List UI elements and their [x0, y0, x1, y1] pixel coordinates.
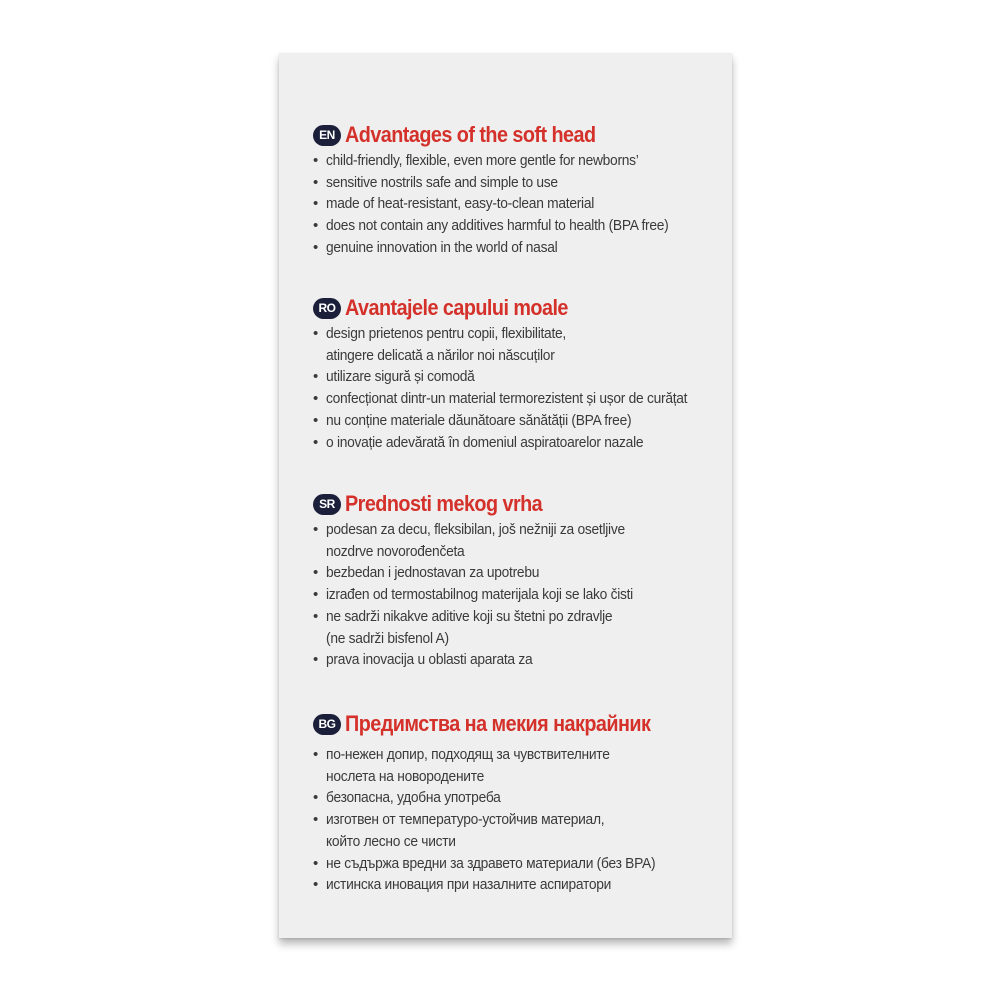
list-item: • безопасна, удобна употреба — [313, 787, 723, 809]
language-badge-ro: RO — [313, 298, 341, 319]
feature-list — [313, 519, 723, 671]
list-item: • does not contain any additives harmful to health (BPA free) — [313, 215, 723, 237]
bullet-icon: • — [313, 368, 318, 386]
list-item: • nu conține materiale dăunătoare sănătății (BPA free) — [313, 410, 723, 432]
list-item: • sensitive nostrils safe and simple to use — [313, 172, 723, 194]
list-item: • по-нежен допир, подходящ за чувствителните нослета на новородените — [313, 744, 723, 787]
list-item: • confecționat dintr-un material termorezistent și ușor de curățat — [313, 388, 723, 410]
bullet-icon: • — [313, 789, 318, 807]
list-item: • prava inovacija u oblasti aparata za — [313, 649, 723, 671]
bullet-icon: • — [313, 238, 318, 256]
section-sr — [313, 490, 723, 671]
bullet-icon: • — [313, 564, 318, 582]
bullet-icon: • — [313, 152, 318, 169]
leaflet-card — [279, 53, 732, 938]
section-heading — [313, 710, 723, 738]
section-title: Avantajele capului moale — [345, 295, 568, 320]
bullet-icon: • — [313, 521, 318, 538]
list-item: • design prietenos pentru copii, flexibilitate, atingere delicată a nărilor noi născuților — [313, 323, 723, 366]
bullet-icon: • — [313, 411, 318, 429]
bullet-icon: • — [313, 433, 318, 451]
bullet-icon: • — [313, 811, 318, 829]
bullet-icon: • — [313, 325, 318, 342]
list-item: • made of heat-resistant, easy-to-clean material — [313, 193, 723, 215]
section-ro — [313, 294, 723, 453]
language-badge-bg: BG — [313, 714, 341, 735]
section-title: Предимства на мекия накрайник — [345, 711, 651, 736]
section-heading — [313, 121, 723, 149]
bullet-icon: • — [313, 173, 318, 191]
list-item: • o inovație adevărată în domeniul aspiratoarelor nazale — [313, 432, 723, 454]
list-item: • genuine innovation in the world of nasal — [313, 237, 723, 259]
list-item: • ne sadrži nikakve aditive koji su štetni po zdravlje (ne sadrži bisfenol A) — [313, 606, 723, 649]
bullet-icon: • — [313, 651, 318, 669]
section-title: Advantages of the soft head — [345, 122, 596, 147]
section-heading — [313, 490, 723, 518]
feature-list — [313, 323, 723, 453]
list-item: • не съдържа вредни за здравето материали (без BPA) — [313, 853, 723, 875]
feature-list — [313, 150, 723, 259]
bullet-icon: • — [313, 854, 318, 872]
list-item: • utilizare sigură și comodă — [313, 366, 723, 388]
section-bg — [313, 710, 723, 896]
list-item: • izrađen od termostabilnog materijala koji se lako čisti — [313, 584, 723, 606]
bullet-icon: • — [313, 586, 318, 604]
bullet-icon: • — [313, 876, 318, 894]
list-item: • истинска иновация при назалните аспиратори — [313, 874, 723, 896]
list-item: • bezbedan i jednostavan za upotrebu — [313, 562, 723, 584]
list-item: • podesan za decu, fleksibilan, još nežniji za osetljive nozdrve novorođenčeta — [313, 519, 723, 562]
bullet-icon: • — [313, 195, 318, 213]
bullet-icon: • — [313, 746, 318, 763]
section-title: Prednosti mekog vrha — [345, 491, 543, 516]
bullet-icon: • — [313, 390, 318, 408]
language-badge-sr: SR — [313, 494, 341, 515]
bullet-icon: • — [313, 607, 318, 625]
section-heading — [313, 294, 723, 322]
bullet-icon: • — [313, 217, 318, 235]
section-en — [313, 121, 723, 259]
feature-list — [313, 744, 723, 896]
language-badge-en: EN — [313, 125, 341, 146]
list-item: • child-friendly, flexible, even more gentle for newborns’ — [313, 150, 723, 172]
list-item: • изготвен от температуро-устойчив материал, който лесно се чисти — [313, 809, 723, 852]
